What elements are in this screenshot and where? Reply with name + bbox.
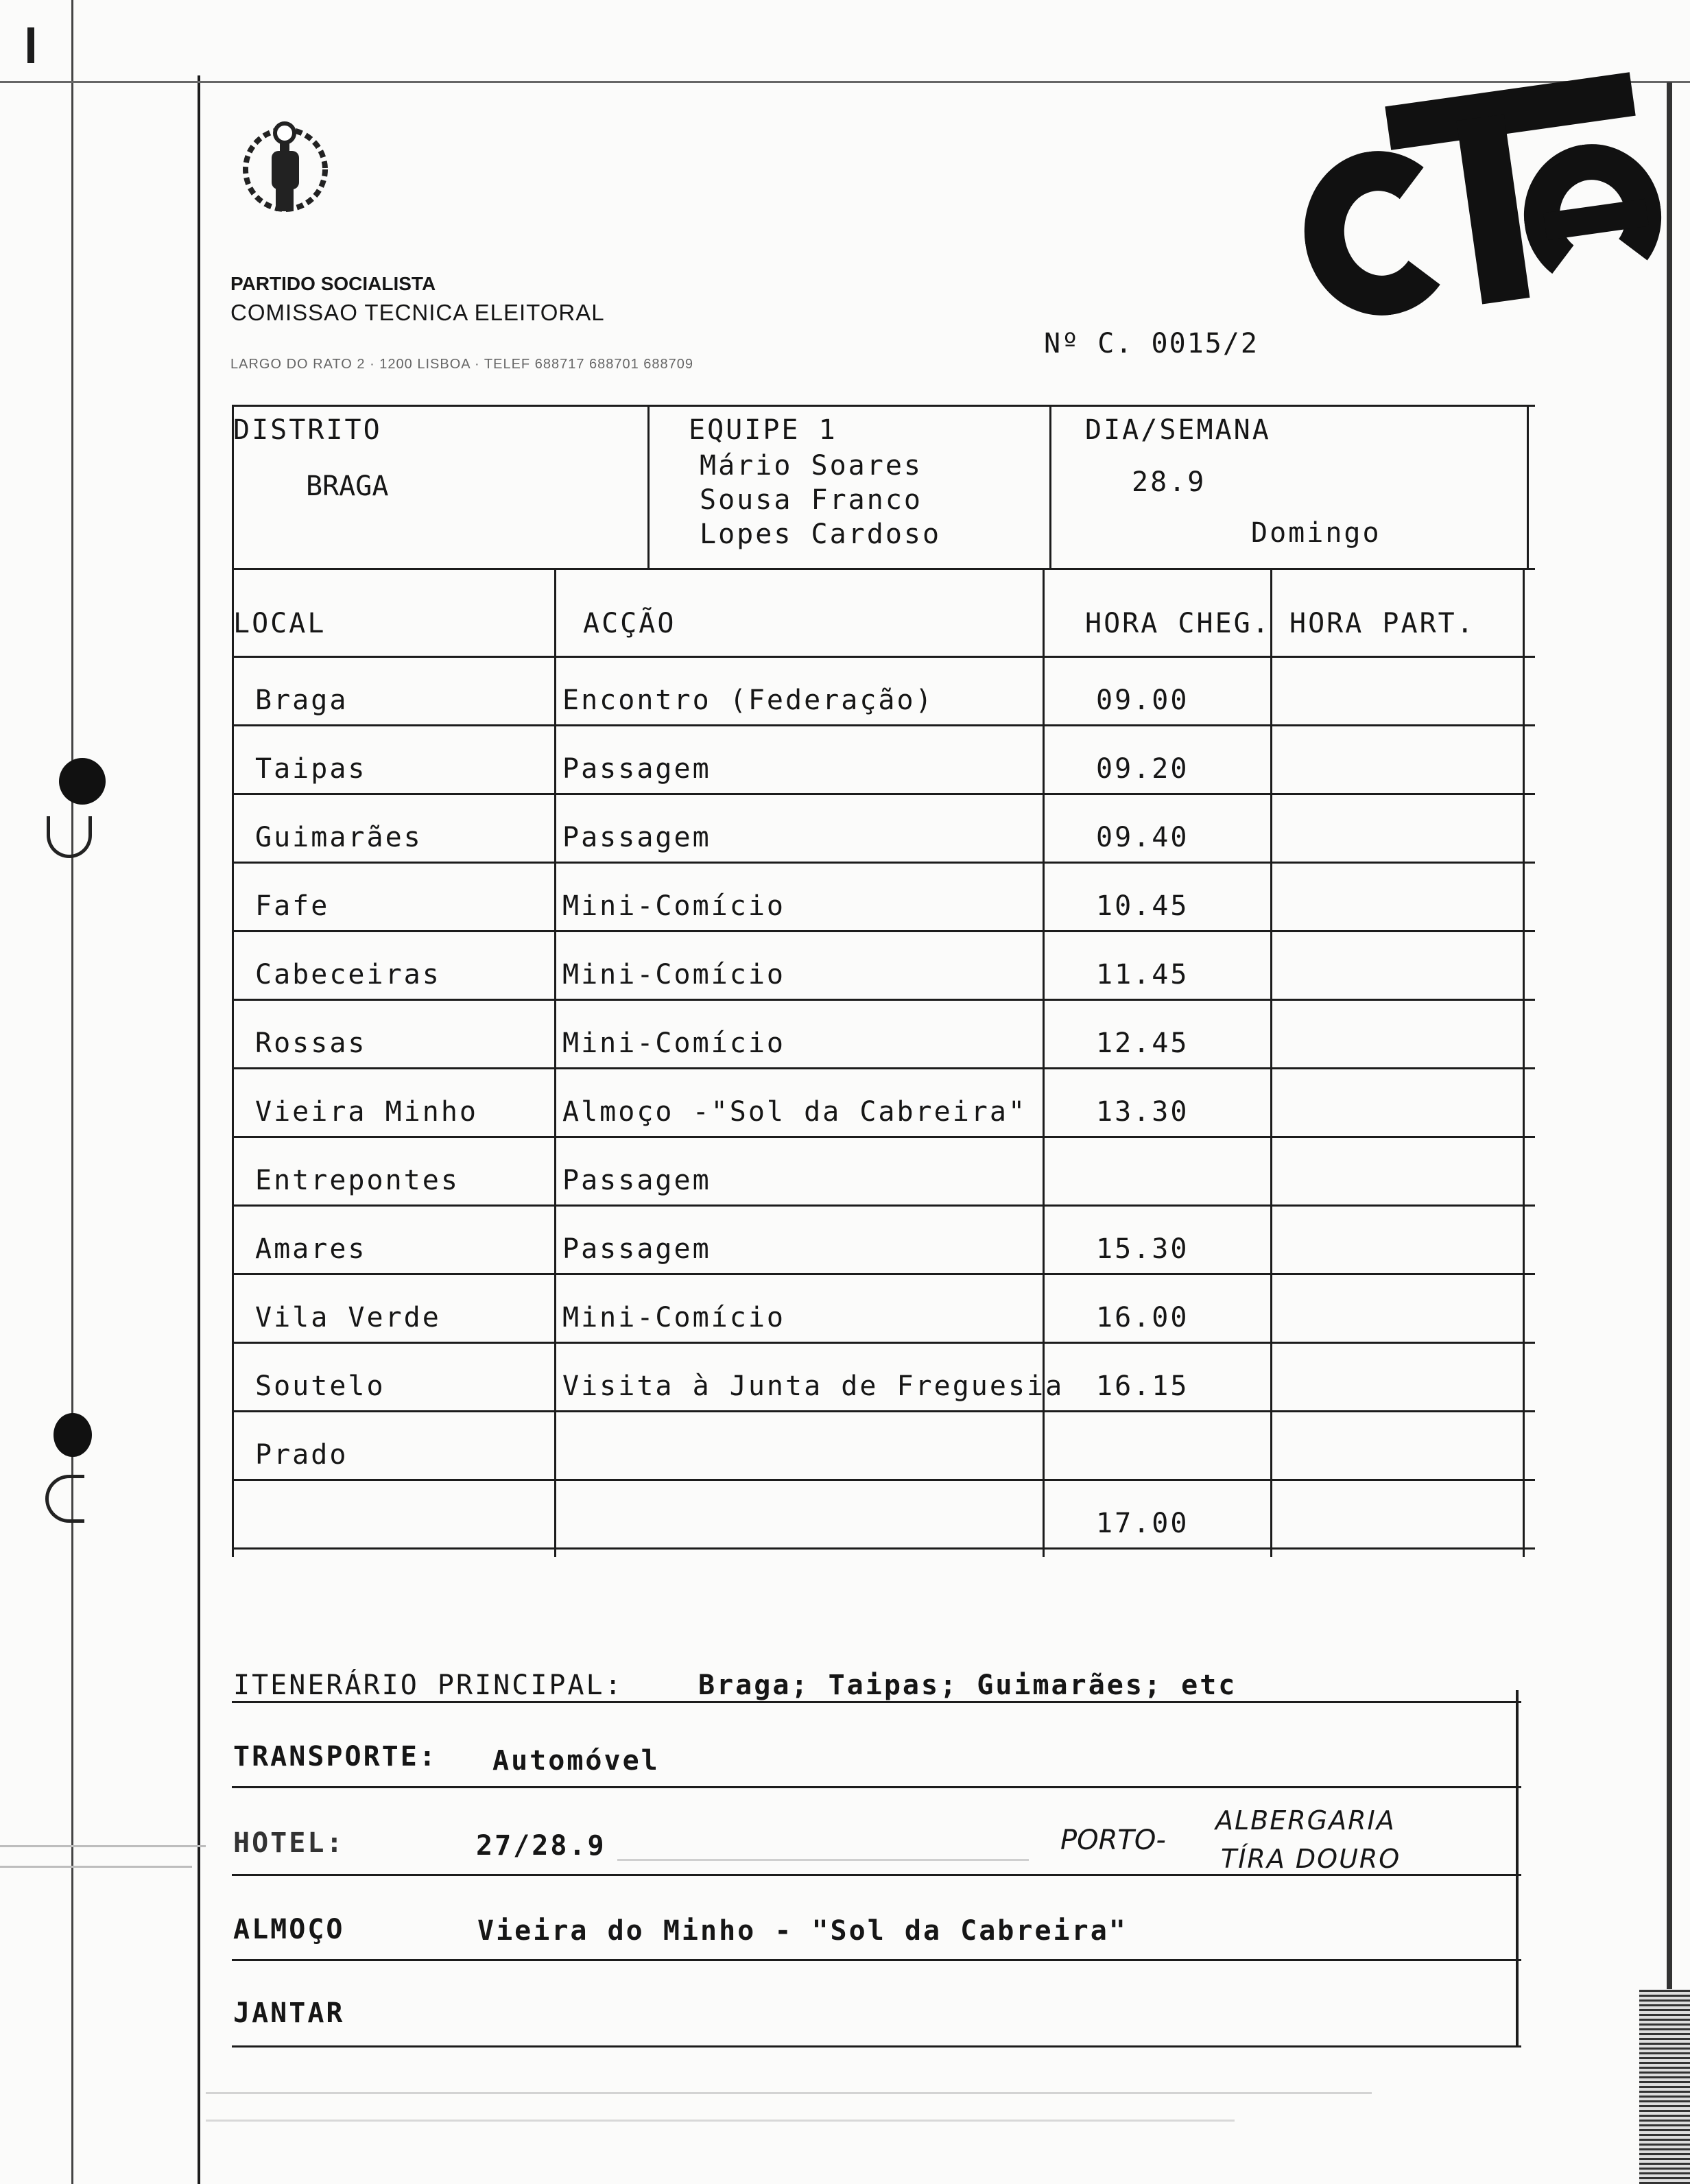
cell-hora-cheg: 12.45 — [1096, 1028, 1189, 1059]
jantar-label: JANTAR — [233, 1997, 345, 2029]
right-edge-stain — [1639, 1989, 1690, 2184]
col-header-hora-cheg: HORA CHEG. — [1085, 608, 1271, 639]
cell-accao: Mini-Comício — [562, 890, 785, 922]
info-divider-1 — [647, 405, 650, 569]
table-row-line — [232, 1410, 1535, 1412]
cell-hora-cheg: 11.45 — [1096, 959, 1189, 990]
cell-hora-cheg: 09.20 — [1096, 753, 1189, 785]
distrito-label: DISTRITO — [233, 414, 382, 446]
hotel-handwritten-line1: ALBERGARIA — [1215, 1805, 1396, 1836]
scan-noise — [0, 1845, 206, 1847]
jantar-line — [232, 2045, 1521, 2048]
col-divider-local — [554, 569, 556, 1557]
margin-line — [71, 0, 73, 2184]
equipe-member: Sousa Franco — [700, 484, 923, 516]
punch-hole-shadow-top — [47, 816, 92, 858]
info-divider-2 — [1049, 405, 1051, 569]
cte-logo-t-bar — [1385, 72, 1635, 150]
cell-local: Cabeceiras — [255, 959, 441, 990]
cell-accao: Visita à Junta de Freguesia — [562, 1370, 1064, 1402]
header-row-line — [232, 656, 1535, 658]
document-number: Nº C. 0015/2 — [1044, 328, 1259, 359]
scan-noise — [0, 1866, 192, 1868]
scan-noise — [206, 2120, 1235, 2122]
transporte-label: TRANSPORTE: — [233, 1741, 438, 1772]
cell-accao: Mini-Comício — [562, 1028, 785, 1059]
cell-hora-cheg: 15.30 — [1096, 1233, 1189, 1265]
hotel-handwritten-line2: TÍRA DOURO — [1221, 1844, 1401, 1874]
equipe-member: Lopes Cardoso — [700, 519, 942, 550]
info-top-line — [232, 405, 1535, 407]
right-edge — [1667, 82, 1672, 2184]
punch-hole-top — [59, 758, 106, 805]
cell-hora-cheg: 09.40 — [1096, 822, 1189, 853]
cell-hora-cheg: 13.30 — [1096, 1096, 1189, 1128]
col-divider-cheg — [1270, 569, 1272, 1557]
itinerario-label: ITENERÁRIO PRINCIPAL: — [233, 1670, 623, 1701]
cell-hora-cheg: 10.45 — [1096, 890, 1189, 922]
col-header-accao: ACÇÃO — [583, 608, 676, 639]
col-header-hora-part: HORA PART. — [1289, 608, 1475, 639]
table-row-line — [232, 1342, 1535, 1344]
party-emblem-icon — [230, 118, 340, 221]
table-row-line — [232, 1067, 1535, 1069]
table-row-line — [232, 862, 1535, 864]
cell-accao: Almoço -"Sol da Cabreira" — [562, 1096, 1027, 1128]
cell-accao: Passagem — [562, 1233, 711, 1265]
hotel-line — [232, 1874, 1521, 1876]
cell-local: Fafe — [255, 890, 330, 922]
table-row-line — [232, 1204, 1535, 1207]
cell-local: Guimarães — [255, 822, 422, 853]
cell-accao: Passagem — [562, 1165, 711, 1196]
cell-local: Rossas — [255, 1028, 367, 1059]
table-row-line — [232, 1547, 1535, 1550]
scan-noise — [206, 2092, 1372, 2094]
cell-local: Amares — [255, 1233, 367, 1265]
equipe-member: Mário Soares — [700, 450, 923, 482]
cell-accao: Mini-Comício — [562, 959, 785, 990]
org-address: LARGO DO RATO 2 · 1200 LISBOA · TELEF 688717 688701 688709 — [230, 357, 694, 372]
cte-logo — [1298, 69, 1682, 329]
cte-logo-t-stem — [1457, 114, 1530, 304]
punch-hole-shadow-bottom — [45, 1475, 84, 1523]
info-bottom-line — [232, 568, 1535, 570]
transporte-value: Automóvel — [492, 1745, 660, 1777]
col-divider-part — [1523, 569, 1525, 1557]
dia-label: DIA/SEMANA — [1085, 414, 1271, 446]
table-row-line — [232, 724, 1535, 726]
table-row-line — [232, 1273, 1535, 1275]
cell-accao: Passagem — [562, 822, 711, 853]
punch-hole-bottom — [53, 1413, 92, 1457]
distrito-value: BRAGA — [306, 471, 389, 502]
table-row-line — [232, 999, 1535, 1001]
itinerario-value: Braga; Taipas; Guimarães; etc — [698, 1670, 1237, 1701]
cell-hora-cheg: 09.00 — [1096, 685, 1189, 716]
cell-local: Prado — [255, 1439, 348, 1471]
dia-date: 28.9 — [1132, 466, 1206, 498]
cell-local: Soutelo — [255, 1370, 385, 1402]
table-left-border — [232, 405, 234, 1557]
equipe-label: EQUIPE 1 — [689, 414, 837, 446]
cell-accao: Encontro (Federação) — [562, 685, 934, 716]
cell-accao: Mini-Comício — [562, 1302, 785, 1333]
cell-hora-cheg: 16.15 — [1096, 1370, 1189, 1402]
org-name: PARTIDO SOCIALISTA — [230, 273, 436, 294]
top-left-mark — [27, 27, 34, 63]
itinerario-line — [232, 1701, 1521, 1703]
table-row-line — [232, 1479, 1535, 1481]
org-subtitle: COMISSAO TECNICA ELEITORAL — [230, 300, 605, 325]
almoco-line — [232, 1959, 1521, 1961]
hotel-handwritten-city: PORTO- — [1060, 1825, 1166, 1856]
almoco-value: Vieira do Minho - "Sol da Cabreira" — [477, 1915, 1128, 1947]
almoco-label: ALMOÇO — [233, 1914, 345, 1945]
hotel-value: 27/28.9 — [476, 1830, 606, 1862]
cell-local: Taipas — [255, 753, 367, 785]
scan-noise — [617, 1859, 1029, 1861]
cell-hora-cheg: 17.00 — [1096, 1508, 1189, 1539]
page-frame-left — [198, 75, 200, 2184]
cell-local: Vieira Minho — [255, 1096, 478, 1128]
table-row-line — [232, 930, 1535, 932]
cell-hora-cheg: 16.00 — [1096, 1302, 1189, 1333]
cell-accao: Passagem — [562, 753, 711, 785]
dia-weekday: Domingo — [1251, 517, 1381, 549]
cte-logo-c — [1294, 141, 1466, 325]
cell-local: Vila Verde — [255, 1302, 441, 1333]
cell-local: Entrepontes — [255, 1165, 460, 1196]
col-header-local: LOCAL — [233, 608, 326, 639]
hotel-label: HOTEL: — [233, 1827, 345, 1859]
info-right-border — [1527, 405, 1529, 569]
cell-local: Braga — [255, 685, 348, 716]
footer-right-border — [1516, 1690, 1519, 2047]
col-divider-accao — [1043, 569, 1045, 1557]
table-row-line — [232, 793, 1535, 795]
table-row-line — [232, 1136, 1535, 1138]
transporte-line — [232, 1786, 1521, 1788]
